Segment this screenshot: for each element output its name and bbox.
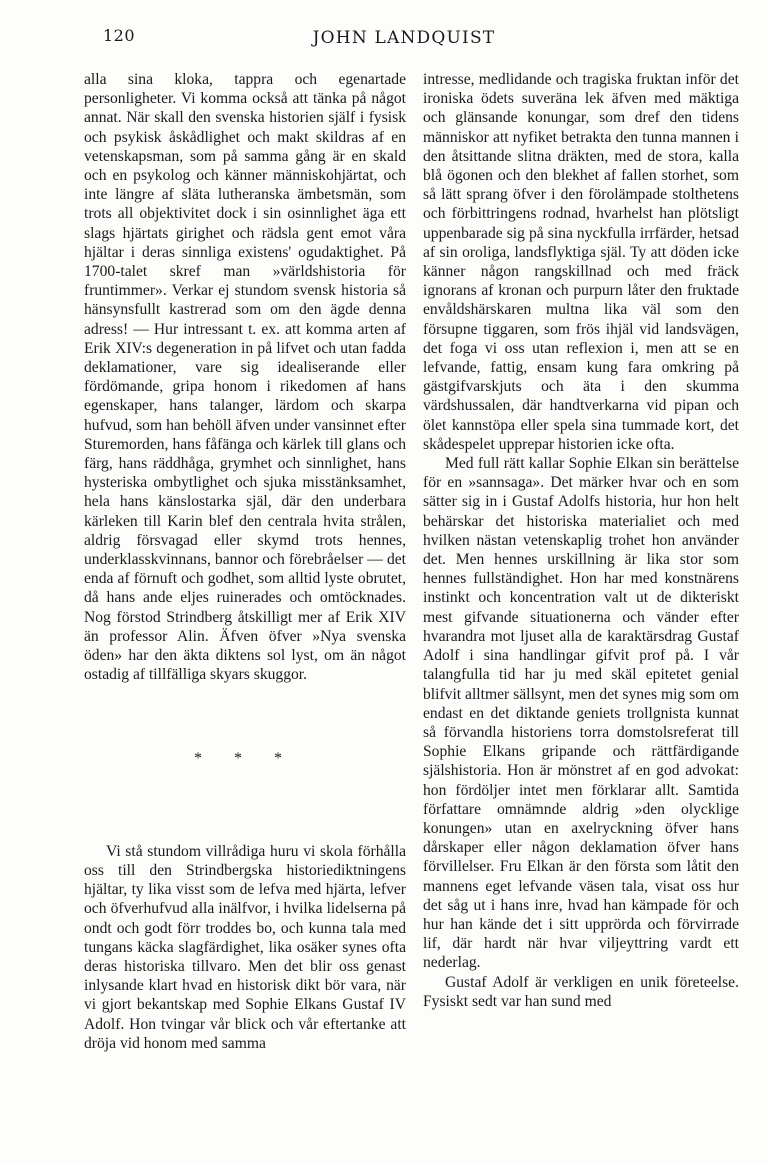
left-paragraph-2: Vi stå stundom villrådiga huru vi skola förhålla oss till den Strindbergska historiediktningens hjältar, ty lika visst som de lefva med hjärta, lefver och öfverhufvud alla inälfvor, i hvilka lidelserna på ondt och godt förr troddes bo, och kunna tala med tungans käcka slagfärdighet, lika osäker synes ofta deras historiska tillvaro. Men det blir oss genast inlysande klart hvad en historisk dikt bör vara, när vi gjort bekantskap med Sophie Elkans Gustaf IV Adolf. Hon tvingar vår blick och vår eftertanke att dröja vid honom med samma	[84, 842, 406, 1052]
section-separator: * * *	[194, 749, 296, 767]
right-paragraph-1: intresse, medlidande och tragiska fruktan inför det ironiska ödets suveräna lek äfven med mäktiga och glänsande konungar, som dref den tidens människor att nyfiket betrakta den tunna mannen i den åtsittande slitna dräkten, med de stora, kalla blå ögonen och den blekhet af fallen storhet, som så lätt sprang öfver i den förolämpade stolthetens och förbittringens rodnad, hvarhelst han plötsligt uppenbarade sig på sina nyckfulla irrfärder, hetsad af sin oroliga, landsflyktiga själ. Ty att döden icke känner någon rangskillnad och med fräck ignorans af kronan och purpurn låter den fruktade envåldshärskaren multna lika väl som den försupne tiggaren, som frös ihjäl vid landsvägen, det foga vi oss utan reflexion i, men att se en lefvande, fattig, ensam kung fara omkring på gästgifvarskjuts och äta i den skumma värdshussalen, där handtverkarna vid pipan och ölet kannstöpa eller spela sina tummade kort, det skådespelet upprepar historien icke ofta.	[423, 71, 739, 453]
right-paragraph-3: Gustaf Adolf är verkligen en unik företeelse. Fysiskt sedt var han sund med	[423, 973, 739, 1010]
left-paragraph-1: alla sina kloka, tappra och egenartade personligheter. Vi komma också att tänka på något annat. När skall den svenska historien själf i fysisk och psykisk åskådlighet och makt skildras af en vetenskapsman, som på samma gång är en skald och en psykolog och känner människohjärtat, och inte längre af släta lutheranska ämbetsmän, som trots all objektivitet dock i sin osinnlighet äga ett slags hjärtats girighet och rädsla gent emot våra hjältar i deras sinnliga existens' ogudaktighet. På 1700-talet skref man »världshistoria för fruntimmer». Verkar ej stundom svensk historia så hänsynsfullt kastrerad som om den ägde denna adress! — Hur intressant t. ex. att komma arten af Erik XIV:s degeneration in på lifvet och utan fadda deklamationer, vare sig idealiserande eller fördömande, gripa honom i rikedomen af hans egenskaper, hans talanger, lärdom och skarpa hufvud, som han behöll äfven under vansinnet efter Sturemorden, hans fåfänga och kärlek till glans och färg, hans räddhåga, grymhet och sinnlighet, hans hysteriska ombytlighet och sjuka misstänksamhet, hela hans känslostarka själ, där den underbara kärleken till Karin blef den centrala hvita strålen, aldrig försvagad eller skymd trots hennes, underklasskvinnans, bannor och förebråelser — det enda af förnuft och godhet, som alltid lyste obrutet, då hans ande eljes ruinerades och omtöcknades. Nog förstod Strindberg åtskilligt mer af Erik XIV än professor Alin. Äfven öfver »Nya svenska öden» har den äkta diktens sol lyst, om än något ostadig af tillfälliga skyars skuggor.	[84, 71, 406, 684]
page-number: 120	[103, 26, 136, 45]
right-paragraph-2: Med full rätt kallar Sophie Elkan sin berättelse för en »sannsaga». Det märker hvar och en som sätter sig in i Gustaf Adolfs historia, hur hon helt behärskar det historiska materialiet och med hvilken nästan vetenskaplig trohet hon använder det. Men hennes urskillning är lika stor som hennes fullständighet. Hon har med konstnärens instinkt och koncentration valt ut de dikteriskt mest gifvande situationerna och vänder efter hvarandra mot ljuset alla de karaktärsdrag Gustaf Adolf i sina handlingar gifvit prof på. I vår talangfulla tid har ju med skäl epitetet genial blifvit alltmer sällsynt, men det synes mig som om endast en det diktande geniets trollgnista kunnat så förvandla historiens torra domstolsreferat till Sophie Elkans gripande och rättfärdigande själshistoria. Hon är mönstret af en god advokat: hon fördöljer intet men förklarar allt. Samtida författare omnämnde aldrig »den olycklige konungen» utan en axelryckning öfver hans dårskaper eller någon deklamation öfver hans förvillelser. Fru Elkan är den första som låtit den mannens eget lefvande väsen tala, visat oss hur det såg ut i hans inre, hvad han kämpade för och hur han kände det i sitt upprörda och förvirrade lif, där hardt när hvar viljeyttring vardt ett nederlag.	[423, 455, 739, 972]
left-column	[84, 70, 406, 1053]
right-column	[423, 70, 739, 1011]
running-title: JOHN LANDQUIST	[312, 28, 496, 48]
